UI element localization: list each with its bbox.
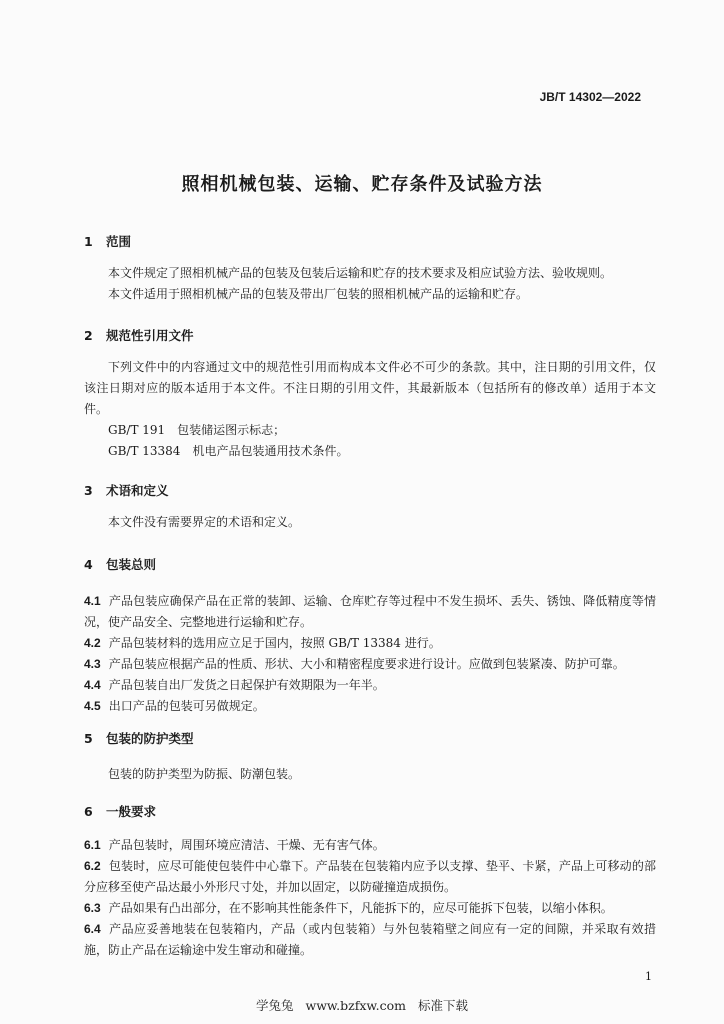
- clause-number: 4.2: [84, 636, 101, 650]
- section-title: 规范性引用文件: [106, 328, 194, 343]
- section-title: 包装的防护类型: [106, 731, 194, 746]
- clause-6-1: [84, 835, 656, 856]
- section-number: 5: [84, 731, 93, 746]
- section-title: 术语和定义: [106, 483, 169, 498]
- footer-site-name: 学兔兔: [256, 998, 294, 1013]
- section-number: 4: [84, 557, 93, 572]
- footer-watermark: [0, 996, 724, 1014]
- section-title: 范围: [106, 234, 132, 249]
- clause-4-1: [84, 591, 656, 633]
- normative-reference-1: GB/T 191 包装储运图示标志；: [108, 423, 286, 437]
- section-3-heading: [84, 481, 169, 499]
- clause-text: 产品应妥善地装在包装箱内，产品（或内包装箱）与外包装箱壁之间应有一定的间隙，并采取有效措施，防止产品在运输途中发生窜动和碰撞。: [84, 922, 656, 957]
- section-1-para-2: 本文件适用于照相机械产品的包装及带出厂包装的照相机械产品的运输和贮存。: [108, 287, 529, 301]
- clause-4-2: [84, 633, 656, 654]
- section-1-para-1: 本文件规定了照相机械产品的包装及包装后运输和贮存的技术要求及相应试验方法、验收规则。: [108, 266, 613, 280]
- section-2-heading: [84, 326, 194, 344]
- clause-6-2: [84, 856, 656, 898]
- section-6-heading: [84, 802, 156, 820]
- section-title: 一般要求: [106, 804, 157, 819]
- clause-text: 出口产品的包装可另做规定。: [108, 699, 265, 713]
- clause-text: 产品包装应确保产品在正常的装卸、运输、仓库贮存等过程中不发生损坏、丢失、锈蚀、降低精度等情况，使产品安全、完整地进行运输和贮存。: [84, 594, 656, 629]
- footer-site-url[interactable]: www.bzfxw.com: [305, 998, 406, 1013]
- clause-6-4: [84, 919, 656, 961]
- clause-number: 4.3: [84, 657, 101, 671]
- clause-number: 6.2: [84, 859, 101, 873]
- clause-text: 产品如果有凸出部分，在不影响其性能条件下，凡能拆下的，应尽可能拆下包装，以缩小体积。: [108, 901, 613, 915]
- clause-6-3: [84, 898, 656, 919]
- clause-4-5: [84, 696, 656, 717]
- footer-slogan: 标准下载: [417, 998, 468, 1013]
- document-title: 照相机械包装、运输、贮存条件及试验方法: [181, 174, 543, 195]
- section-title: 包装总则: [106, 557, 157, 572]
- section-2-para-1: 下列文件中的内容通过文中的规范性引用而构成本文件必不可少的条款。其中，注日期的引用文件，仅该注日期对应的版本适用于本文件。不注日期的引用文件，其最新版本（包括所有的修改单）适用于本文件。: [84, 360, 656, 416]
- section-5-para-1: 包装的防护类型为防振、防潮包装。: [108, 767, 301, 781]
- clause-text: 包装时，应尽可能使包装件中心靠下。产品装在包装箱内应予以支撑、垫平、卡紧，产品上可移动的部分应移至使产品达最小外形尺寸处，并加以固定，以防碰撞造成损伤。: [84, 859, 656, 894]
- normative-reference-2: GB/T 13384 机电产品包装通用技术条件。: [108, 444, 349, 458]
- clause-number: 4.4: [84, 678, 101, 692]
- clause-number: 6.4: [84, 922, 101, 936]
- section-1-heading: [84, 232, 131, 250]
- clause-text: 产品包装自出厂发货之日起保护有效期限为一年半。: [108, 678, 385, 692]
- section-4-heading: [84, 555, 156, 573]
- clause-number: 6.3: [84, 901, 101, 915]
- page-number: 1: [645, 970, 652, 983]
- section-3-para-1: 本文件没有需要界定的术语和定义。: [108, 515, 301, 529]
- clause-4-3: [84, 654, 656, 675]
- clause-text: 产品包装应根据产品的性质、形状、大小和精密程度要求进行设计。应做到包装紧凑、防护可靠。: [108, 657, 625, 671]
- section-5-heading: [84, 729, 194, 747]
- clause-text: 产品包装材料的选用应立足于国内，按照 GB/T 13384 进行。: [108, 636, 441, 650]
- clause-number: 6.1: [84, 838, 101, 852]
- standard-code: JB/T 14302—2022: [539, 90, 641, 104]
- clause-text: 产品包装时，周围环境应清洁、干燥、无有害气体。: [108, 838, 385, 852]
- section-number: 1: [84, 234, 93, 249]
- clause-number: 4.5: [84, 699, 101, 713]
- clause-4-4: [84, 675, 656, 696]
- section-number: 6: [84, 804, 93, 819]
- clause-number: 4.1: [84, 594, 101, 608]
- section-number: 2: [84, 328, 93, 343]
- section-number: 3: [84, 483, 93, 498]
